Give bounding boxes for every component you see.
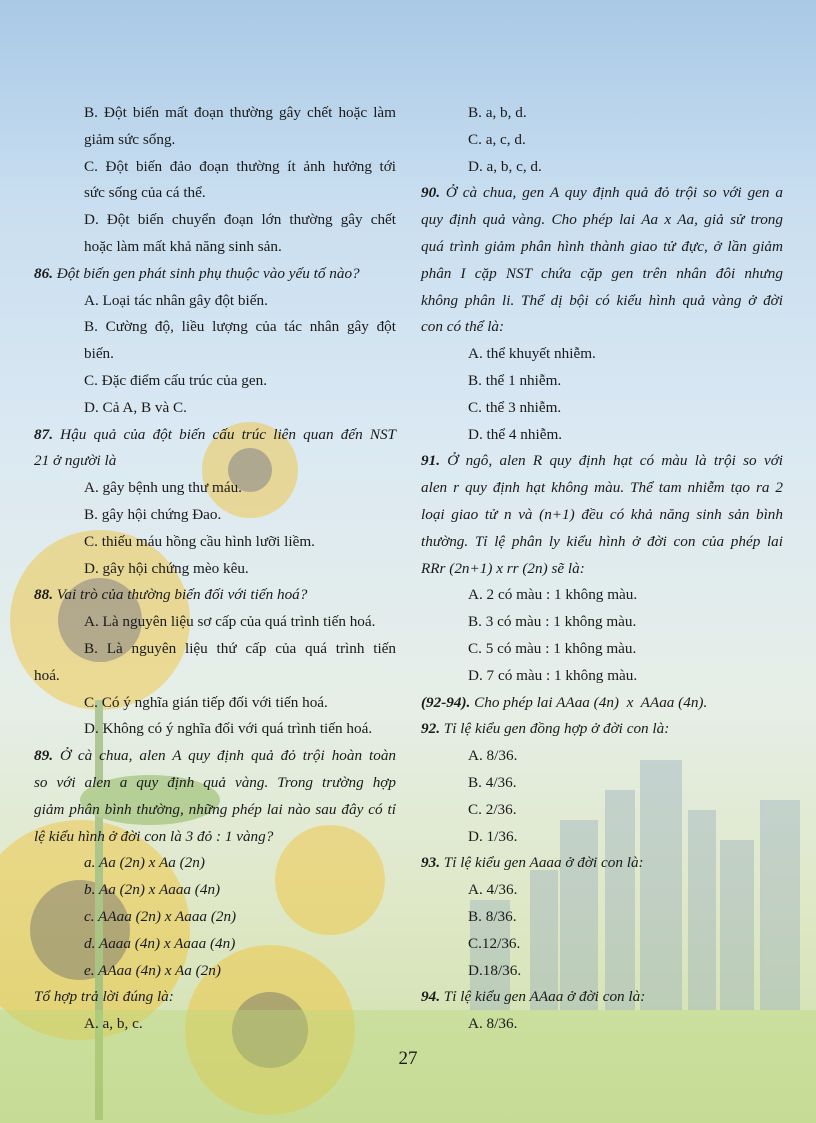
q87-question-line2: 21 ở người là [34, 452, 117, 470]
q88-text: Vai trò của thường biến đối với tiến hoá? [56, 586, 308, 604]
q87-option-b: B. gây hội chứng Đao. [84, 505, 222, 523]
q93-number: 93. [421, 854, 440, 872]
q91-question-line3: loại giao tử n và (n+1) đều có khả năng sinh sản bình [421, 505, 783, 523]
q89-option-b: B. a, b, d. [468, 104, 527, 121]
q90-option-d: D. thể 4 nhiễm. [468, 425, 563, 443]
left-column [34, 100, 396, 1038]
q89-option-d: D. a, b, c, d. [468, 157, 542, 175]
q91-option-b: B. 3 có màu : 1 không màu. [468, 613, 637, 631]
q90-option-a: A. thể khuyết nhiễm. [468, 345, 596, 363]
page-number: 27 [398, 1048, 418, 1069]
q88-option-d: D. Không có ý nghĩa đối với quá trình tiến hoá. [84, 720, 373, 738]
q88-number: 88. [34, 586, 53, 604]
q93-option-b: B. 8/36. [468, 907, 517, 925]
q92-option-a: A. 8/36. [468, 747, 518, 765]
q91-question-line4: thường. Tỉ lệ phân ly kiểu hình ở đời con của phép lai [421, 532, 783, 550]
q86-option-a: A. Loại tác nhân gây đột biến. [84, 291, 268, 309]
q93-question [421, 850, 783, 877]
q93-text: Tỉ lệ kiểu gen Aaaa ở đời con là: [443, 854, 644, 872]
q94-question [421, 984, 783, 1011]
q90-question-line2: quy định quả vàng. Cho phép lai Aa x Aa, giả sử trong [421, 211, 783, 229]
q92-94-text: Cho phép lai AAaa (4n) x AAaa (4n). [474, 693, 708, 711]
q92-option-b: B. 4/36. [468, 773, 517, 791]
q89-item-c: c. AAaa (2n) x Aaaa (2n) [84, 907, 237, 925]
q90-question-line5: không phân li. Thể dị bội có kiểu hình quả vàng ở đời [421, 291, 783, 309]
q86-option-d: D. Cả A, B và C. [84, 398, 187, 416]
q88-question [34, 582, 396, 609]
q92-option-c: C. 2/36. [468, 800, 517, 818]
q89-question-line4: lệ kiểu hình ở đời con là 3 đỏ : 1 vàng? [34, 827, 274, 845]
q85-option-c-line2: sức sống của cá thể. [84, 184, 206, 202]
q90-question-line4: phân I cặp NST chứa cặp gen trên nhân đôi nhưng [421, 264, 783, 282]
q89-text-line1: Ở cà chua, alen A quy định quả đỏ trội hoàn toàn [59, 747, 397, 765]
q86-option-b-line1: B. Cường độ, liều lượng của tác nhân gây đột [84, 318, 396, 336]
q87-option-a: A. gây bệnh ung thư máu. [84, 479, 242, 497]
q87-text-line1: Hậu quả của đột biến cấu trúc liên quan đến NST [60, 425, 397, 443]
q85-option-c-line1: C. Đột biến đảo đoạn thường ít ảnh hưởng tới [84, 157, 396, 175]
q89-option-a: A. a, b, c. [84, 1015, 143, 1033]
q89-question-line1 [34, 743, 396, 770]
q88-option-a: A. Là nguyên liệu sơ cấp của quá trình tiến hoá. [84, 613, 376, 631]
q93-option-a: A. 4/36. [468, 881, 518, 899]
q89-item-b: b. Aa (2n) x Aaaa (4n) [84, 881, 221, 899]
q89-item-e: e. AAaa (4n) x Aa (2n) [84, 961, 221, 979]
q94-text: Tỉ lệ kiểu gen AAaa ở đời con là: [443, 988, 646, 1006]
q90-number: 90. [421, 184, 440, 202]
q87-option-d: D. gây hội chứng mèo kêu. [84, 559, 249, 577]
q91-question-line1 [421, 448, 783, 475]
q94-option-a: A. 8/36. [468, 1015, 518, 1033]
q89-question-line2: so với alen a quy định quả vàng. Trong trường hợp [34, 773, 396, 791]
q89-item-a: a. Aa (2n) x Aa (2n) [84, 854, 205, 872]
q92-text: Tỉ lệ kiểu gen đồng hợp ở đời con là: [443, 720, 670, 738]
q86-option-c: C. Đặc điểm cấu trúc của gen. [84, 371, 268, 389]
q89-option-c: C. a, c, d. [468, 130, 526, 148]
q92-question [421, 716, 783, 743]
q89-prompt: Tổ hợp trả lời đúng là: [34, 988, 174, 1006]
q91-option-c: C. 5 có màu : 1 không màu. [468, 639, 637, 657]
q87-question-line1 [34, 422, 396, 449]
q92-94-number: (92-94). [421, 693, 471, 711]
q85-option-b-line1: B. Đột biến mất đoạn thường gây chết hoặc làm [84, 104, 396, 121]
q90-option-b: B. thể 1 nhiễm. [468, 371, 562, 389]
q90-question-line3: quá trình giảm phân hình thành giao tử đực, ở lần giảm [421, 237, 783, 255]
q88-option-b-line2: hoá. [34, 666, 60, 684]
q88-option-c: C. Có ý nghĩa gián tiếp đối với tiến hoá. [84, 693, 328, 711]
q90-question-line6: con có thể là: [421, 318, 505, 336]
q93-option-d: D.18/36. [468, 961, 522, 979]
q86-option-b-line2: biến. [84, 345, 114, 363]
q91-option-a: A. 2 có màu : 1 không màu. [468, 586, 638, 604]
q92-number: 92. [421, 720, 440, 738]
q87-number: 87. [34, 425, 53, 443]
q89-question-line3: giảm phân bình thường, những phép lai nào sau đây có tỉ [34, 800, 396, 818]
q93-option-c: C.12/36. [468, 934, 521, 952]
q91-number: 91. [421, 452, 440, 470]
q85-option-d-line2: hoặc làm mất khả năng sinh sản. [84, 237, 282, 255]
q90-text-line1: Ở cà chua, gen A quy định quả đỏ trội so với gen a [445, 184, 784, 202]
q88-option-b-line1: B. Là nguyên liệu thứ cấp của quá trình tiến [84, 639, 396, 657]
q89-number: 89. [34, 747, 53, 765]
q85-option-b-line2: giảm sức sống. [84, 130, 176, 148]
q91-option-d: D. 7 có màu : 1 không màu. [468, 666, 638, 684]
q90-question-line1 [421, 180, 783, 207]
q86-number: 86. [34, 264, 53, 282]
q91-question-line5: RRr (2n+1) x rr (2n) sẽ là: [421, 559, 585, 577]
q91-text-line1: Ở ngô, alen R quy định hạt có màu là trội so với [447, 452, 784, 470]
q92-option-d: D. 1/36. [468, 827, 518, 845]
q87-option-c: C. thiếu máu hồng cầu hình lưỡi liềm. [84, 532, 315, 550]
q92-94-header [421, 690, 783, 717]
q85-option-d-line1: D. Đột biến chuyển đoạn lớn thường gây chết [84, 211, 396, 229]
q90-option-c: C. thể 3 nhiễm. [468, 398, 562, 416]
q91-question-line2: alen r quy định hạt không màu. Thể tam nhiễm tạo ra 2 [421, 479, 783, 497]
q86-text: Đột biến gen phát sinh phụ thuộc vào yếu tố nào? [56, 264, 360, 282]
right-column [421, 100, 783, 1038]
q94-number: 94. [421, 988, 440, 1006]
q86-question [34, 261, 396, 288]
q89-item-d: d. Aaaa (4n) x Aaaa (4n) [84, 934, 236, 952]
